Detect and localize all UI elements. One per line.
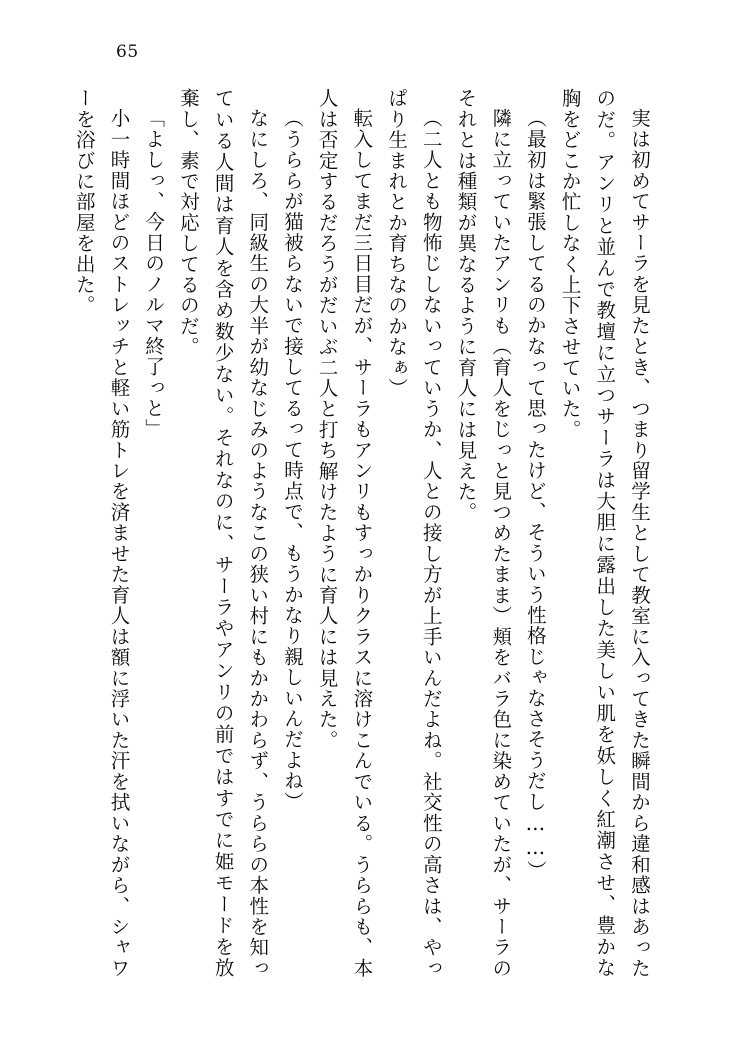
paragraph: 小一時間ほどのストレッチと軽い筋トレを済ませた育人は額に浮いた汗を拭いながら、シャワーを浴びに部屋を出た。 (72, 88, 131, 978)
paragraph: （二人とも物怖じしないっていうか、人との接し方が上手いんだよね。社交性の高さは、やっぱり生まれとか育ちなのかなぁ） (385, 88, 443, 978)
paragraph: 転入してまだ三日目だが、サーラもアンリもすっかりクラスに溶けこんでいる。うららも、本人は否定するだろうがだいぶ二人と打ち解けたように育人には見えた。 (315, 88, 374, 978)
paragraph: 「よしっ、今日のノルマ終了っと」 (142, 107, 166, 439)
paragraph: なにしろ、同級生の大半が幼なじみのようなこの狭い村にもかかわらず、うららの本性を知っている人間は育人を含め数少ない。それなのに、サーラやアンリの前ではすでに姫モードを放棄し、素で対応してるのだ。 (176, 88, 270, 978)
paragraph: （最初は緊張してるのかなって思ったけど、そういう性格じゃなさそうだし……） (523, 107, 547, 881)
paragraph: 隣に立っていたアンリも（育人をじっと見つめたまま）頬をバラ色に染めていたが、サーラのそれとは種類が異なるように育人には見えた。 (454, 88, 513, 978)
page-body-text (72, 88, 656, 978)
page-number: 65 (116, 42, 139, 62)
paragraph: （うららが猫被らないで接してるって時点で、もうかなり親しいんだよね） (280, 107, 304, 812)
paragraph: 実は初めてサーラを見たとき、つまり留学生として教室に入ってきた瞬間から違和感はあったのだ。アンリと並んで教壇に立つサーラは大胆に露出した美しい肌を妖しく紅潮させ、豊かな胸をどこか忙しなく上下させていた。 (558, 88, 651, 978)
